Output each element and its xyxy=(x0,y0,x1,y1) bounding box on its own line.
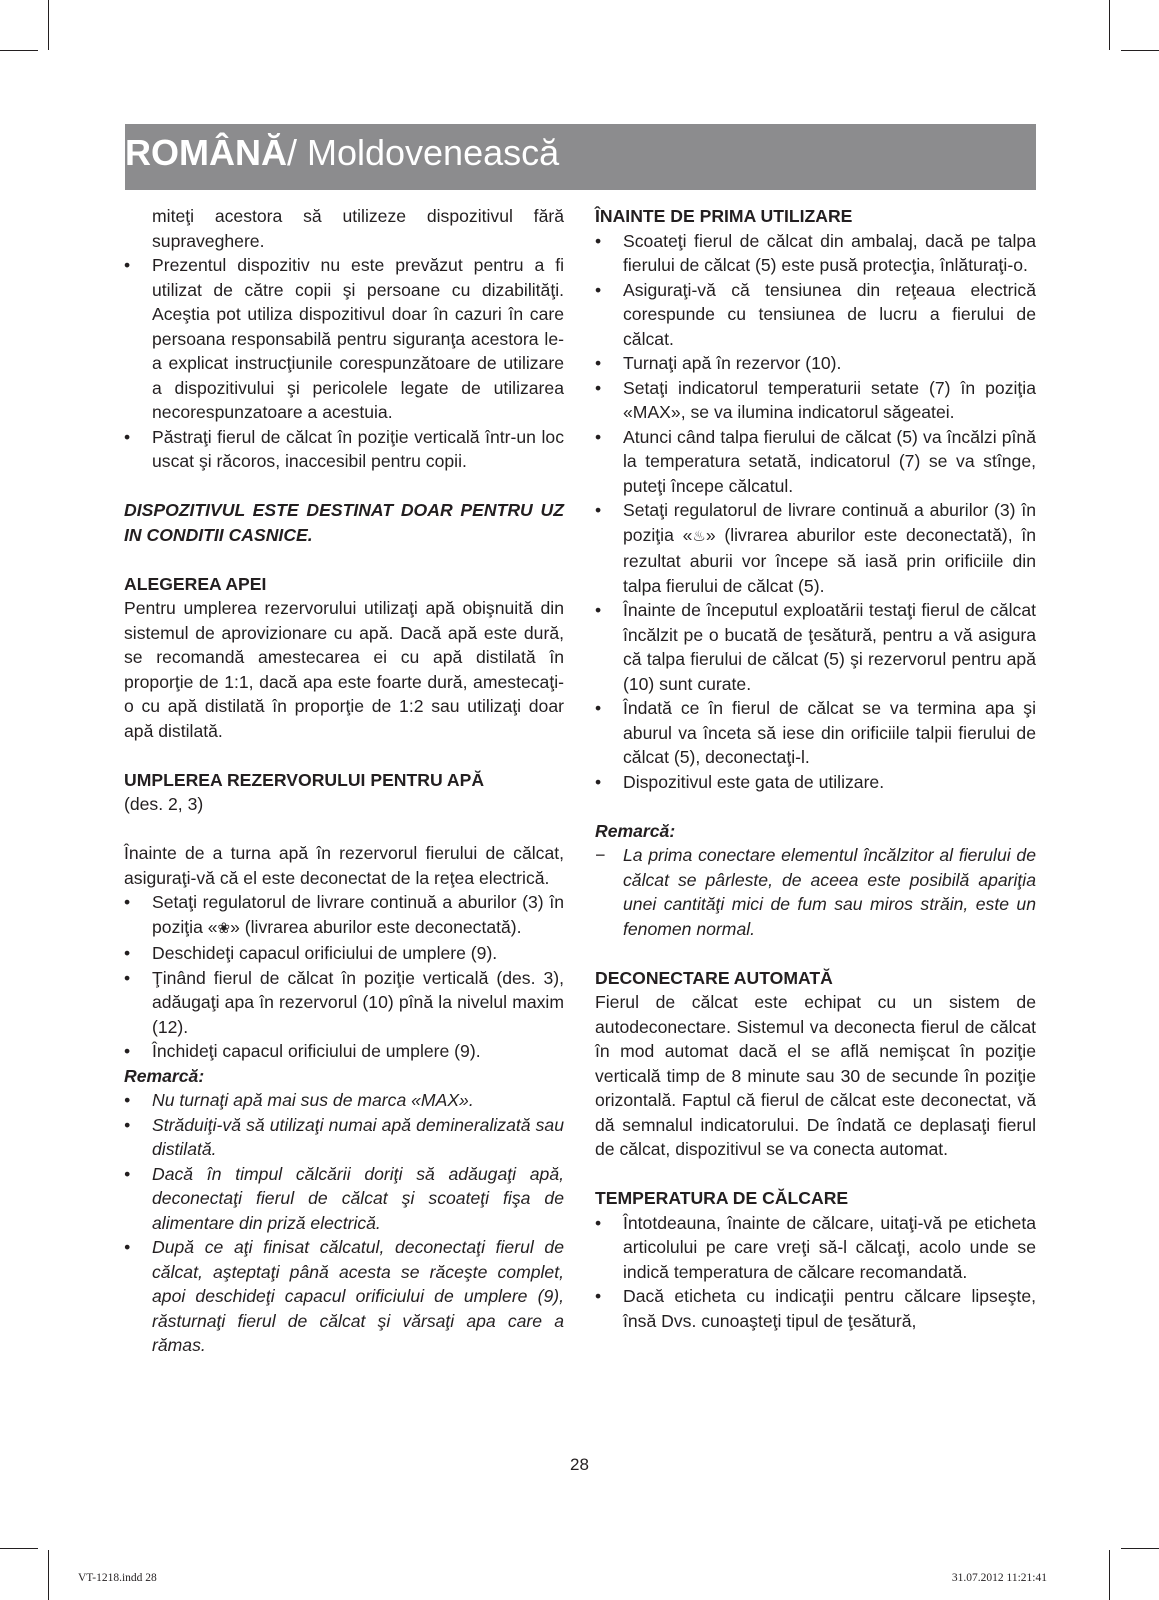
list-item: • După ce aţi finisat călcatul, deconectaţi fierul de călcat, aşteptaţi până acesta se răceşte complet, apoi deschideţi capacul orificiului de umplere (9), răsturnaţi fierul de călcat şi vărsaţi apa care a rămas. xyxy=(124,1237,564,1355)
list-item: • Atunci când talpa fierului de călcat (5) va încălzi pînă la temperatura setată, indicatorul (7) se va stînge, puteţi începe călcatul. xyxy=(595,426,1036,496)
steam-off-icon: ❀ xyxy=(217,919,231,937)
safety-list xyxy=(124,253,564,474)
first-use-list xyxy=(595,229,1036,795)
fill-list xyxy=(124,890,564,1064)
list-item: • Deschideţi capacul orificiului de umplere (9). xyxy=(124,943,498,963)
section-title-first-use: ÎNAINTE DE PRIMA UTILIZARE xyxy=(595,206,853,226)
intro-continuation: miteţi acestora să utilizeze dispozitivul fără supraveghere. xyxy=(152,206,564,251)
list-item: • Dacă eticheta cu indicaţii pentru călcare lipseşte, însă Dvs. cunoaşteţi tipul de ţesătură, xyxy=(595,1286,1036,1331)
section-title-temperature: TEMPERATURA DE CĂLCARE xyxy=(595,1188,849,1208)
print-slug-datetime: 31.07.2012 11:21:41 xyxy=(951,1572,1047,1584)
crop-mark xyxy=(1109,1550,1110,1600)
steam-on-icon: ♨ xyxy=(692,527,706,545)
list-item: • Setaţi regulatorul de livrare continuă a aburilor (3) în poziţia «♨» (livrarea aburilor este deconectată), în rezultat aburii vor începe să iasă prin orificiile din talpa fierului de călcat (5). xyxy=(595,500,1037,596)
list-item: • Scoateţi fierul de călcat din ambalaj, dacă pe talpa fierului de călcat (5) este pusă protecţia, înlăturaţi-o. xyxy=(595,230,1036,275)
crop-mark xyxy=(48,0,49,50)
right-column xyxy=(595,204,1036,1333)
list-item: • Închideţi capacul orificiului de umplere (9). xyxy=(124,1041,481,1061)
household-warning: DISPOZITIVUL ESTE DESTINAT DOAR PENTRU UZ IN CONDITII CASNICE. xyxy=(124,500,564,545)
print-slug-file: VT-1218.indd 28 xyxy=(78,1572,157,1584)
list-item: • Ţinând fierul de călcat în poziţie verticală (des. 3), adăugaţi apa în rezervorul (10) pînă la nivelul maxim (12). xyxy=(124,967,564,1037)
list-item: • Înainte de începutul exploatării testaţi fierul de călcat încălzit pe o bucată de ţesătură, pentru a vă asigura că talpa fierului de călcat (5) şi rezervorul pentru apă (10) sunt curate. xyxy=(595,600,1036,694)
note-title: Remarcă: xyxy=(595,820,676,841)
section-title-water: ALEGEREA APEI xyxy=(124,573,267,594)
note-title: Remarcă: xyxy=(124,1065,205,1086)
temperature-list xyxy=(595,1211,1036,1334)
list-item: • Străduiţi-vă să utilizaţi numai apă demineralizată sau distilată. xyxy=(124,1114,564,1159)
list-item: • Întotdeauna, înainte de călcare, uitaţi-vă pe eticheta articolului pe care vreţi să-l călcaţi, acolo unde se indică temperatura de călcare recomandată. xyxy=(595,1212,1036,1282)
crop-mark xyxy=(0,1548,38,1549)
language-header xyxy=(125,124,1036,190)
auto-off-paragraph: Fierul de călcat este echipat cu un sistem de autodeconectare. Sistemul va deconecta fierul de călcat în mod automat dacă el se află nemişcat în poziţie verticală timp de 8 minute sau 30 de secunde în poziţie orizontală. Faptul că fierul de călcat este deconectat, vă dă semnalul indicatorului. De îndată ce deplasaţi fierul de călcat, dispozitivul se va conecta automat. xyxy=(595,992,1036,1159)
section-title-auto-off: DECONECTARE AUTOMATĂ xyxy=(595,967,833,988)
list-item: • Păstraţi fierul de călcat în poziţie verticală într-un loc uscat şi răcoros, inaccesibil pentru copii. xyxy=(124,426,564,471)
language-title: ROMÂNĂ xyxy=(125,132,287,173)
list-item: • Setaţi indicatorul temperaturii setate (7) în poziţia «MAX», se va ilumina indicatorul săgeatei. xyxy=(595,377,1036,422)
note-list xyxy=(595,843,1036,941)
list-item: − La prima conectare elementul încălzitor al fierului de călcat se pârleste, de aceea este posibilă apariţia unei cantităţi mici de fum sau miros străin, este un fenomen normal. xyxy=(595,845,1036,939)
crop-mark xyxy=(0,50,38,51)
note-list xyxy=(124,1088,564,1358)
crop-mark xyxy=(1121,1548,1159,1549)
language-subtitle: / Moldovenească xyxy=(286,132,560,173)
list-item: • Îndată ce în fierul de călcat se va termina apa şi aburul va înceta să iese din orificiile talpii fierului de călcat (5), deconectaţi-l. xyxy=(595,698,1036,767)
left-column xyxy=(124,204,564,1358)
section-title-fill: UMPLEREA REZERVORULUI PENTRU APĂ xyxy=(124,769,485,790)
list-item: • Turnaţi apă în rezervor (10). xyxy=(595,353,842,373)
crop-mark xyxy=(1121,50,1159,51)
list-item: • Nu turnaţi apă mai sus de marca «MAX». xyxy=(124,1090,474,1110)
water-paragraph: Pentru umplerea rezervorului utilizaţi apă obişnuită din sistemul de aprovizionare cu apă. Dacă apă este dură, se recomandă amestecarea ei cu apă distilată în proporţie de 1:1, dacă apa este foarte dură, amestecaţi-o cu apă distilată în proporţie de 1:2 sau utilizaţi doar apă distilată. xyxy=(124,598,564,741)
list-item: • Setaţi regulatorul de livrare continuă a aburilor (3) în poziţia «❀» (livrarea aburilor este deconectată). xyxy=(124,890,564,941)
fill-figure-ref: (des. 2, 3) xyxy=(124,794,204,814)
list-item: • Dacă în timpul călcării doriţi să adăugaţi apă, deconectaţi fierul de călcat şi scoateţi fişa de alimentare din priză electrică. xyxy=(124,1163,564,1233)
crop-mark xyxy=(48,1550,49,1600)
list-item: • Asiguraţi-vă că tensiunea din reţeaua electrică corespunde cu tensiunea de lucru a fierului de călcat. xyxy=(595,279,1036,349)
list-item: • Prezentul dispozitiv nu este prevăzut pentru a fi utilizat de către copii şi persoane cu dizabilităţi. Aceştia pot utiliza dispozitivul doar în cazuri în care persoana responsabilă pentru siguranţa acestora le-a explicat instrucţiunile corespunzătoare de utilizare a dispozitivului şi pericolele legate de utilizarea necorespunzatoare a acestuia. xyxy=(124,255,564,422)
fill-paragraph: Înainte de a turna apă în rezervorul fierului de călcat, asiguraţi-vă că el este deconectat de la reţea electrică. xyxy=(124,843,564,888)
crop-mark xyxy=(1109,0,1110,50)
list-item: • Dispozitivul este gata de utilizare. xyxy=(595,771,885,792)
page-number: 28 xyxy=(570,1455,589,1474)
